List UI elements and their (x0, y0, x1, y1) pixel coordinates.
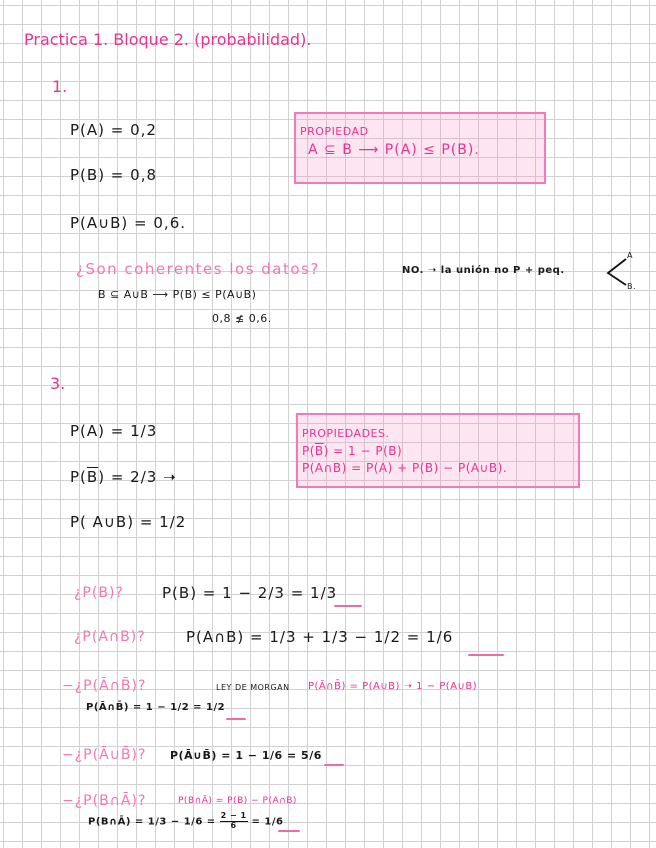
q2-underline (468, 654, 504, 656)
property-label: PROPIEDAD (300, 125, 369, 138)
given-paub: P(A∪B) = 0,6. (70, 214, 187, 232)
check-line: 0,8 ≰ 0,6. (212, 312, 272, 325)
given-3-pbbar (70, 470, 177, 485)
property-formula: A ⊆ B ⟶ P(A) ≤ P(B). (308, 142, 480, 158)
properties-line1-prefix: P( (302, 444, 315, 458)
page-title: Practica 1. Bloque 2. (probabilidad). (24, 30, 312, 49)
q5-question: −¿P(B∩Ā)? (62, 793, 147, 809)
branch-a-label: A (627, 251, 633, 260)
section-1-number: 1. (52, 77, 68, 96)
coherence-question: ¿Son coherentes los datos? (76, 260, 320, 278)
q5-answer-prefix: P(B∩Ā) = 1/3 − 1/6 = (88, 816, 216, 828)
section-3-number: 3. (50, 374, 66, 393)
q4-question: −¿P(Ā∪B̄)? (62, 747, 147, 763)
branch-icon (606, 257, 628, 287)
q3-question: −¿P(Ā∩B̄)? (62, 678, 147, 694)
q5-frac-num: 2 − 1 (220, 811, 247, 820)
properties-box (296, 413, 580, 488)
q2-answer: P(A∩B) = 1/3 + 1/3 − 1/2 = 1/6 (186, 628, 454, 646)
q3-law: LEY DE MORGAN (216, 683, 290, 692)
coherence-answer: NO. ➝ la unión no P + peq. (402, 265, 565, 276)
given-3-pa: P(A) = 1/3 (70, 422, 158, 440)
given-bbar-suffix: ) = 2/3 ➝ (98, 468, 177, 486)
q5-underline (278, 830, 300, 832)
properties-line2: P(A∩B) = P(A) + P(B) − P(A∪B). (302, 461, 508, 475)
q1-answer: P(B) = 1 − 2/3 = 1/3 (162, 584, 338, 602)
q5-fraction (220, 812, 248, 831)
properties-line1 (302, 445, 578, 457)
q5-answer (88, 812, 283, 831)
q5-frac-den: 6 (230, 820, 237, 830)
q1-underline (334, 605, 362, 607)
reason-line: B ⊆ A∪B ⟶ P(B) ≤ P(A∪B) (98, 288, 257, 301)
properties-label: PROPIEDADES. (302, 427, 390, 440)
properties-line1-symbol: $\overline{B}$ (314, 444, 324, 458)
given-bbar-prefix: P( (70, 468, 87, 486)
q3-underline (226, 718, 246, 720)
q4-answer: P(Ā∪B̄) = 1 − 1/6 = 5/6 (170, 749, 322, 762)
q2-question: ¿P(A∩B)? (74, 629, 146, 645)
property-box (294, 112, 546, 184)
given-3-paub: P( A∪B) = 1/2 (70, 513, 187, 531)
q1-question: ¿P(B)? (74, 585, 124, 601)
properties-line1-suffix: ) = 1 − P(B) (323, 444, 403, 458)
q5-answer-suffix: = 1/6 (251, 816, 284, 828)
q5-formula: P(B∩Ā) = P(B) − P(A∩B) (178, 796, 297, 806)
q3-law-formula: P(Ā∩B̄) = P(A∪B) ➝ 1 − P(A∪B) (308, 681, 478, 692)
given-pb: P(B) = 0,8 (70, 166, 157, 184)
q4-underline (324, 764, 344, 766)
q3-answer: P(Ā∩B̄) = 1 − 1/2 = 1/2 (86, 702, 226, 713)
branch-b-label: B. (627, 282, 637, 291)
given-pa: P(A) = 0,2 (70, 121, 157, 139)
given-bbar-symbol: $\overline{B}$ (86, 468, 99, 486)
